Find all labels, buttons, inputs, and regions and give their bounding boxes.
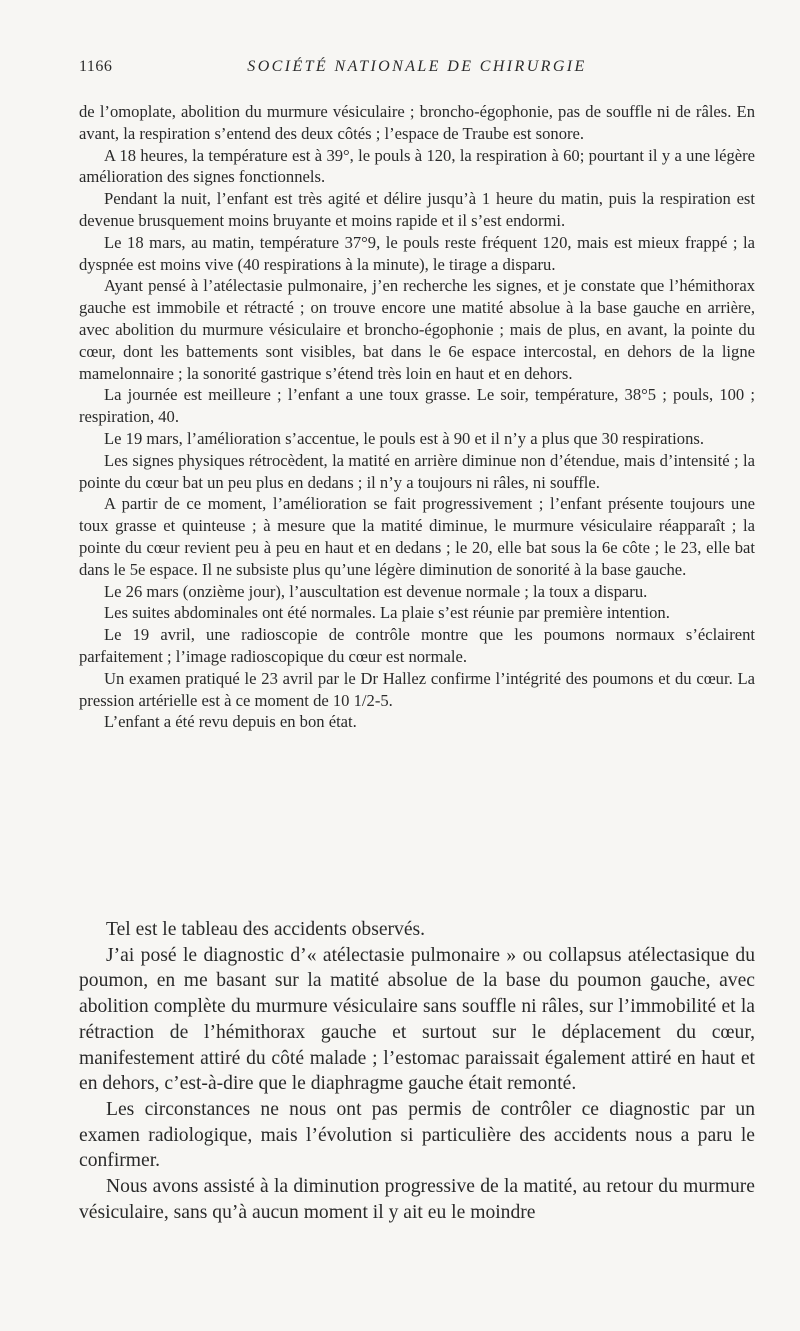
paragraph: J’ai posé le diagnostic d’« atélectasie pulmonaire » ou collapsus atélectasique du poumon, en me basant sur la matité absolue de la base du poumon gauche, avec abolition complète du murmure vésiculaire sans souffle ni râles, sur l’immobilité et la rétraction de l’hémithorax gauche et surtout sur le déplacement du cœur, manifestement attiré du côté malade ; l’estomac paraissait également attiré en haut et en dehors, c’est-à-dire que le diaphragme gauche était remonté. [79, 944, 755, 1095]
paragraph: A 18 heures, la température est à 39°, le pouls à 120, la respiration à 60; pourtant il y a une légère amélioration des signes fonctionnels. [79, 145, 755, 187]
paragraph: Nous avons assisté à la diminution progressive de la matité, au retour du murmure vésiculaire, sans qu’à aucun moment il y ait eu le moindre [79, 1176, 755, 1223]
paragraph: Les circonstances ne nous ont pas permis de contrôler ce diagnostic par un examen radiologique, mais l’évolution si particulière des accidents nous a paru le confirmer. [79, 1098, 755, 1172]
case-observation [79, 101, 755, 733]
discussion [79, 917, 755, 1225]
paragraph: Le 19 mars, l’amélioration s’accentue, le pouls est à 90 et il n’y a plus que 30 respirations. [104, 428, 704, 448]
journal-title: SOCIÉTÉ NATIONALE DE CHIRURGIE [247, 58, 587, 75]
paragraph: La journée est meilleure ; l’enfant a une toux grasse. Le soir, température, 38°5 ; pouls, 100 ; respiration, 40. [79, 385, 755, 427]
paragraph: Le 19 avril, une radioscopie de contrôle montre que les poumons normaux s’éclairent parfaitement ; l’image radioscopique du cœur est normale. [79, 625, 755, 666]
paragraph: Ayant pensé à l’atélectasie pulmonaire, j’en recherche les signes, et je constate que l’hémithorax gauche est immobile et rétracté ; on trouve encore une matité absolue à la base gauche en arrière, avec abolition du murmure vésiculaire et broncho-égophonie ; mais de plus, en avant, la pointe du cœur, dont les battements sont visibles, bat dans le 6e espace intercostal, en dehors de la ligne mamelonnaire ; la sonorité gastrique s’étend très loin en haut et en dehors. [79, 276, 755, 383]
paragraph: Les signes physiques rétrocèdent, la matité en arrière diminue non d’étendue, mais d’intensité ; la pointe du cœur bat un peu plus en dedans ; il n’y a toujours ni râles, ni souffle. [79, 450, 755, 492]
paragraph: Pendant la nuit, l’enfant est très agité et délire jusqu’à 1 heure du matin, puis la respiration est devenue brusquement moins bruyante et moins rapide et il s’est endormi. [79, 189, 755, 230]
paragraph: de l’omoplate, abolition du murmure vésiculaire ; broncho-égophonie, pas de souffle ni de râles. En avant, la respiration s’entend des deux côtés ; l’espace de Traube est sonore. [79, 102, 755, 143]
paragraph: Le 26 mars (onzième jour), l’auscultation est devenue normale ; la toux a disparu. [104, 581, 648, 601]
paragraph: Le 18 mars, au matin, température 37°9, le pouls reste fréquent 120, mais est mieux frappé ; la dyspnée est moins vive (40 respirations à la minute), le tirage a disparu. [79, 232, 755, 274]
paragraph: L’enfant a été revu depuis en bon état. [104, 712, 357, 732]
page-number: 1166 [79, 58, 113, 75]
paragraph: Les suites abdominales ont été normales. La plaie s’est réunie par première intention. [104, 603, 670, 623]
paragraph: Un examen pratiqué le 23 avril par le Dr Hallez confirme l’intégrité des poumons et du cœur. La pression artérielle est à ce moment de 10 1/2-5. [79, 668, 755, 710]
running-header [79, 58, 755, 82]
paragraph: Tel est le tableau des accidents observés. [106, 919, 426, 940]
paragraph: A partir de ce moment, l’amélioration se fait progressivement ; l’enfant présente toujours une toux grasse et quinteuse ; à mesure que la matité diminue, le murmure vésiculaire réapparaît ; la pointe du cœur revient peu à peu en haut et en dedans ; le 20, elle bat sous la 6e côte ; le 23, elle bat dans le 5e espace. Il ne subsiste plus qu’une légère diminution de sonorité à la base gauche. [79, 494, 755, 579]
